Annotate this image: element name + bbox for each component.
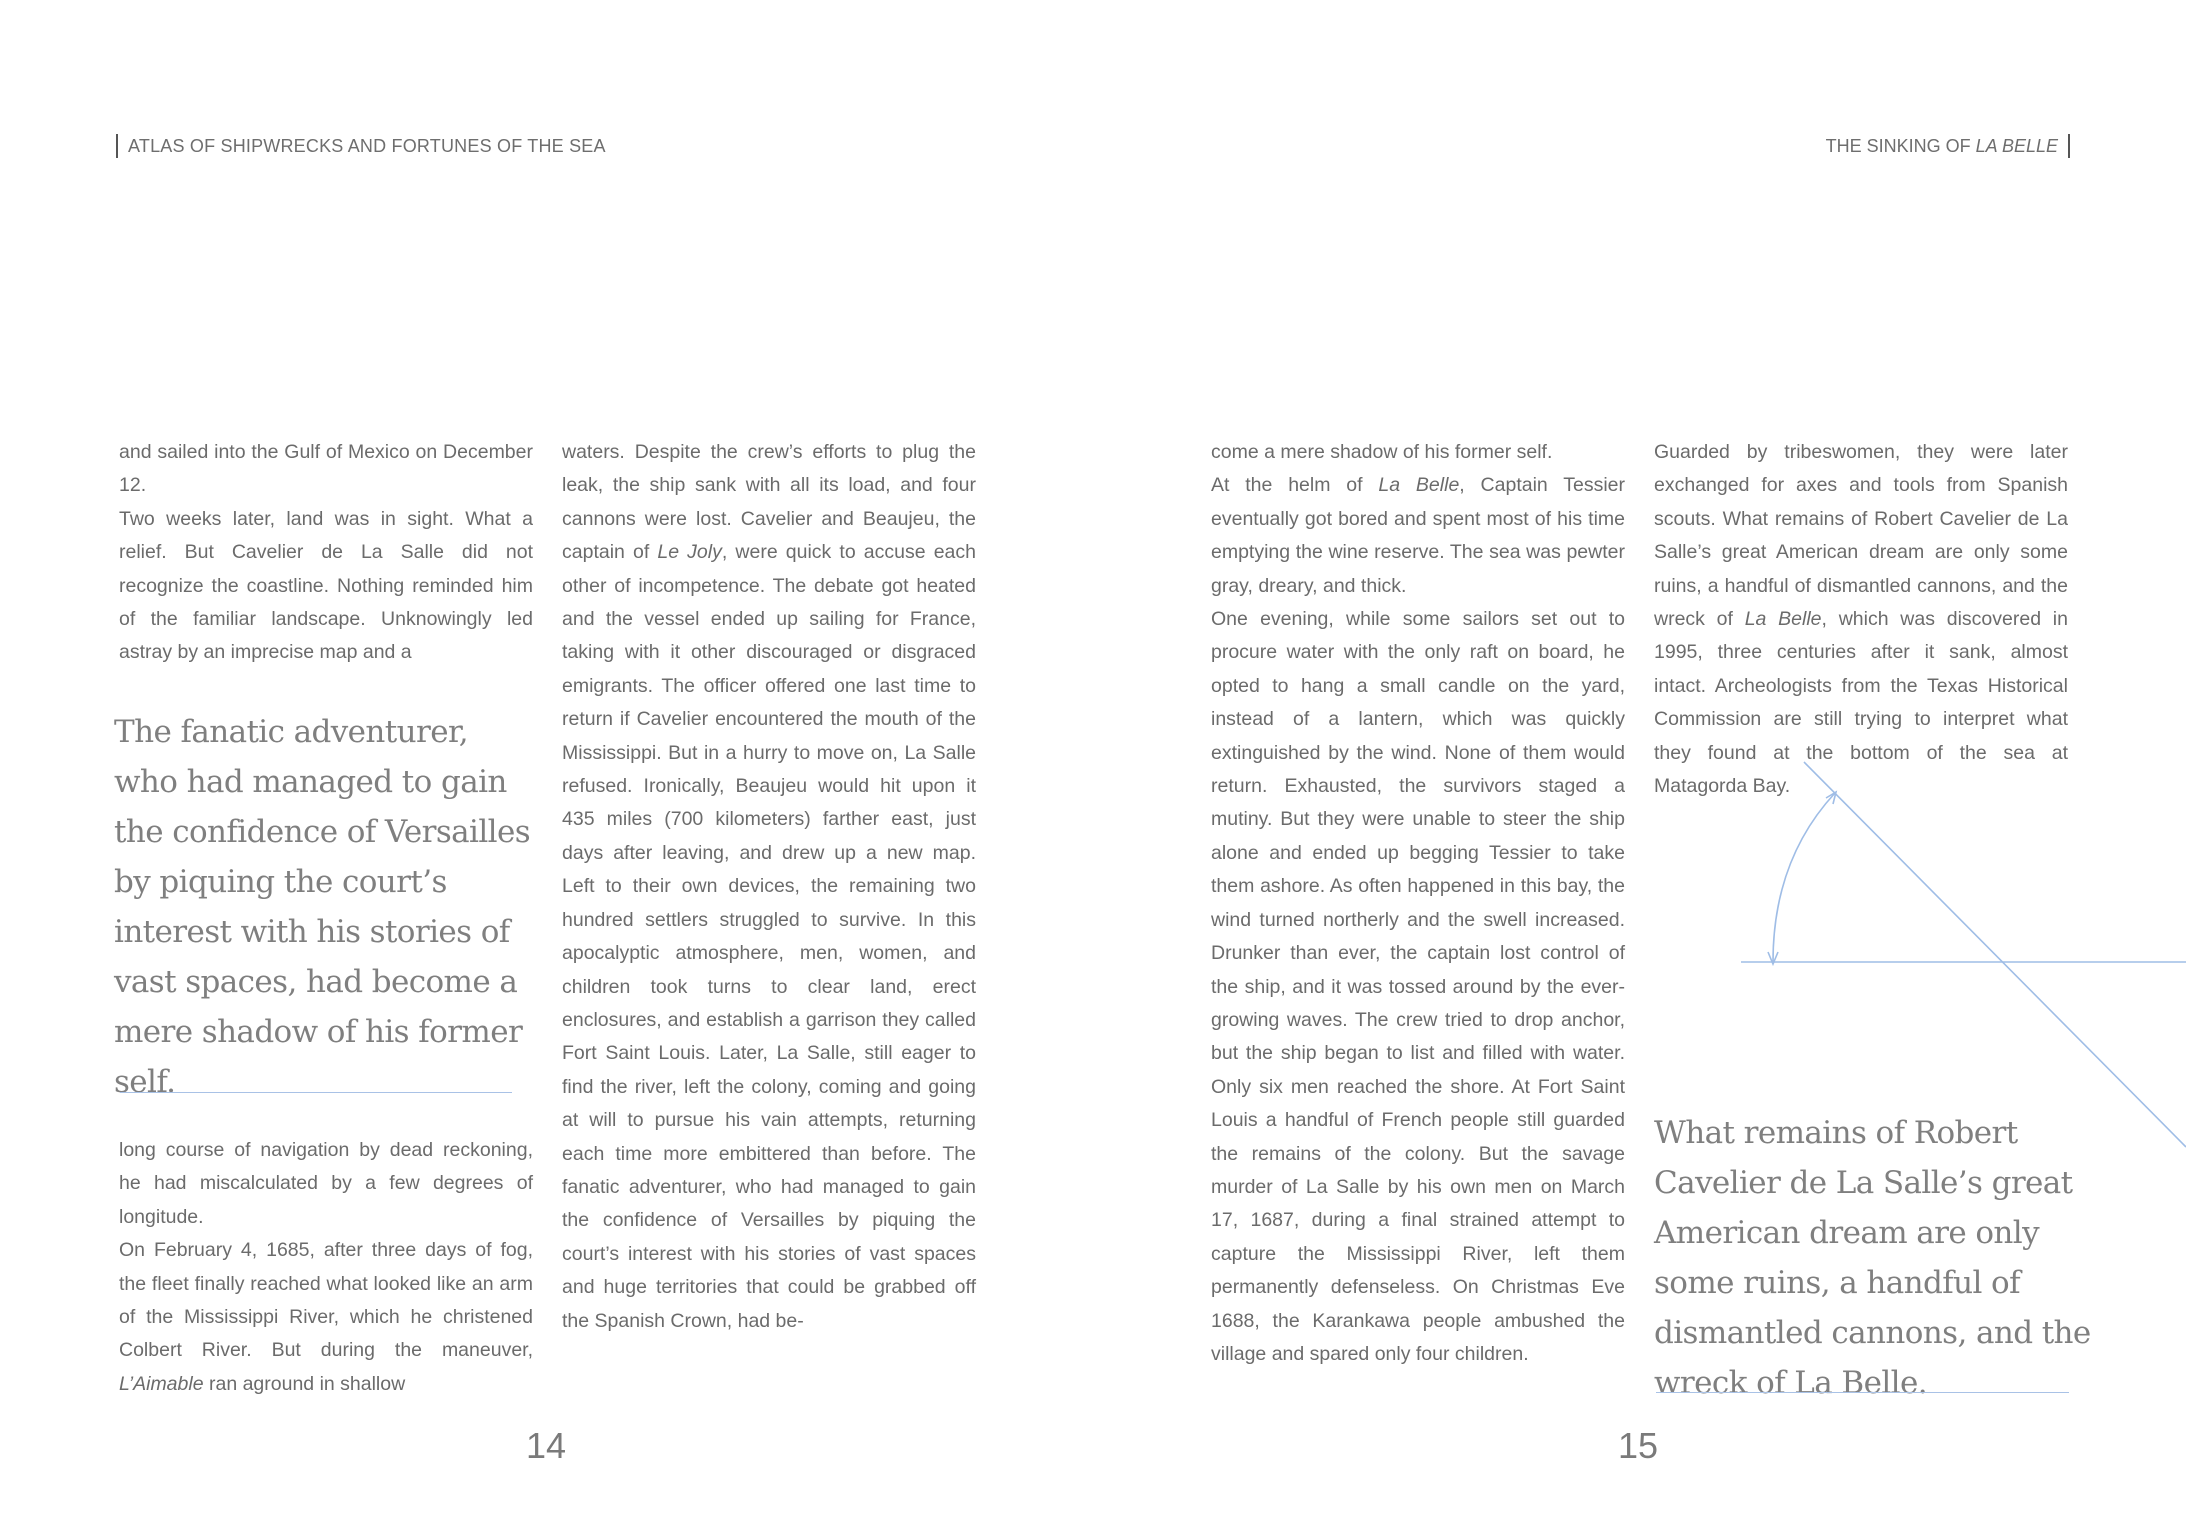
running-head-text: THE SINKING OF <box>1825 136 1976 156</box>
pull-quote-rule-left <box>120 1092 512 1093</box>
page-number-right: 15 <box>1618 1425 1659 1466</box>
paragraph: long course of navigation by dead reckoning, he had miscalculated by a few degrees of longitude. <box>119 1139 533 1228</box>
angle-arc <box>1773 793 1835 962</box>
column-1-bottom <box>119 1134 533 1401</box>
page-number-left: 14 <box>526 1425 567 1466</box>
text-run: At the helm of <box>1211 474 1379 497</box>
text-run: waters. Despite the crew’s efforts to plug the leak, the ship sank with all its load, and four cannons were lost. Cavelier and Beaujeu, the captain of <box>562 441 976 564</box>
pull-quote-right: What remains of Robert Cavelier de La Salle’s great American dream are only some ruins, a handful of dismantled cannons, and the wreck of La Belle. <box>1654 1115 2091 1401</box>
text-run: On February 4, 1685, after three days of fog, the fleet finally reached what looked like an arm of the Mississippi River, which he christened Colbert River. But during the maneuver, <box>119 1239 533 1362</box>
text-run: ran aground in shallow <box>203 1372 406 1395</box>
text-run: , which was discovered in 1995, three centuries after it sank, almost intact. Archeologists from the Texas Historical Commission are still trying to interpret what they found at the bottom of the sea at Matagorda Bay. <box>1654 608 2068 798</box>
italic-ship-name: La Belle <box>1378 474 1460 497</box>
paragraph <box>119 1234 533 1401</box>
text-run: , were quick to accuse each other of incompetence. The debate got heated and the vessel ended up sailing for France, taking with it other discouraged or disgraced emigrants. The officer offered one last time to return if Cavelier encountered the mouth of the Mississippi. But in a hurry to move on, La Salle refused. Ironically, Beaujeu would hit upon it 435 miles (700 kilometers) farther east, just days after leaving, and drew up a new map. Left to their own devices, the remaining two hundred settlers struggled to survive. In this apocalyptic atmosphere, men, women, and children took turns to clear land, erect enclosures, and establish a garrison they called Fort Saint Louis. Later, La Salle, still eager to find the river, left the colony, coming and going at will to pursue his vain attempts, returning each time more embittered than before. The fanatic adventurer, who had managed to gain the confidence of Versailles by piquing the court’s interest with his stories of vast spaces and huge territories that could be grabbed off the Spanish Crown, had be- <box>562 541 976 1332</box>
text-run: , Captain Tessier eventually got bored and spent most of his time emptying the wine reserve. The sea was pewter gray, dreary, and thick. <box>1211 474 1626 597</box>
paragraph <box>562 436 976 1338</box>
running-head-italic: LA BELLE <box>1975 136 2058 156</box>
column-1-top <box>119 436 533 670</box>
paragraph: come a mere shadow of his former self. <box>1211 441 1553 463</box>
diagonal-line <box>1804 762 2186 1147</box>
running-head-left: ATLAS OF SHIPWRECKS AND FORTUNES OF THE SEA <box>116 134 606 158</box>
paragraph: Two weeks later, land was in sight. What a relief. But Cavelier de La Salle did not recognize the coastline. Nothing reminded him of the familiar landscape. Unknowingly led astray by an imprecise map and a <box>119 507 533 664</box>
text-run: Guarded by tribeswomen, they were later exchanged for axes and tools from Spanish scouts. What remains of Robert Cavelier de La Salle’s great American dream are only some ruins, a handful of dismantled cannons, and the wreck of <box>1654 441 2068 631</box>
column-2 <box>562 436 976 1338</box>
italic-ship-name: La Belle <box>1744 608 1822 631</box>
paragraph: One evening, while some sailors set out to procure water with the only raft on board, he opted to hang a small candle on the yard, instead of a lantern, which was quickly extinguished by the wind. None of them would return. Exhausted, the survivors staged a mutiny. But they were unable to steer the ship alone and ended up begging Tessier to take them ashore. As often happened in this bay, the wind turned northerly and the swell increased. Drunker than ever, the captain lost control of the ship, and it was tossed around by the ever-growing waves. The crew tried to drop anchor, but the ship began to list and filled with water. Only six men reached the shore. At Fort Saint Louis a handful of French people still guarded the remains of the colony. But the savage murder of La Salle by his own men on March 17, 1687, during a final strained attempt to capture the Mississippi River, left them permanently defenseless. On Christmas Eve 1688, the Karankawa people ambushed the village and spared only four children. <box>1211 608 1625 1365</box>
italic-ship-name: Le Joly <box>657 541 722 564</box>
pull-quote-left: The fanatic adventurer, who had managed to gain the confidence of Versailles by piquing the court’s interest with his stories of vast spaces, had become a mere shadow of his former self. <box>114 714 531 1100</box>
right-page <box>1093 0 2186 1536</box>
italic-ship-name: L’Aimable <box>119 1372 204 1395</box>
paragraph: and sailed into the Gulf of Mexico on December 12. <box>119 441 533 497</box>
pull-quote-rule-right <box>1656 1392 2069 1393</box>
